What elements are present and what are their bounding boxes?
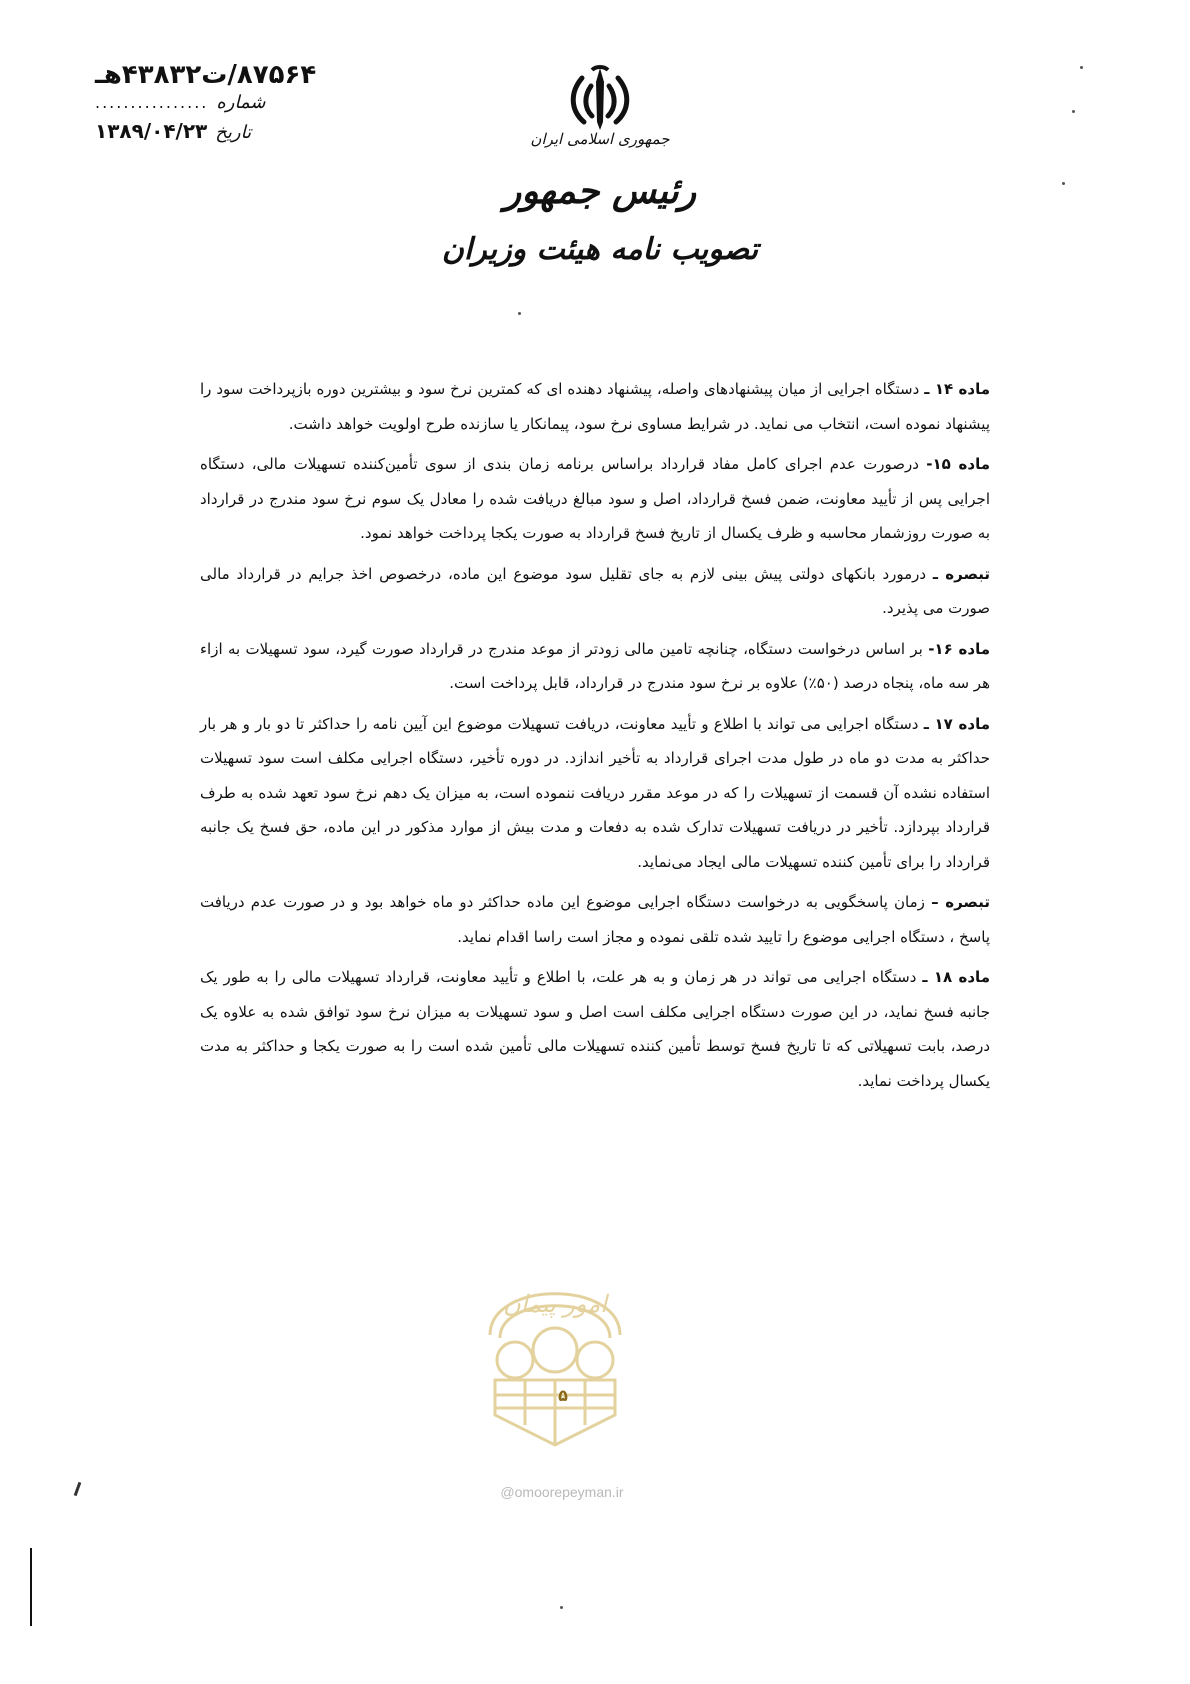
- paragraph-article-16: [200, 632, 990, 701]
- paragraph-article-14: [200, 372, 990, 441]
- paragraph-heading: تبصره –: [931, 893, 990, 911]
- scan-speck: [1062, 182, 1065, 185]
- scan-speck: [560, 1606, 563, 1609]
- paragraph-text: دستگاه اجرایی می تواند با اطلاع و تأیید معاونت، دریافت تسهیلات موضوع این آیین نامه را حداکثر تا دو بار و هر بار حداکثر به مدت دو ماه در طول مدت اجرای قرارداد به تأخیر اندازد. در دوره تأخیر، دستگاه اجرایی مکلف است سود تسهیلات استفاده نشده آن قسمت از تسهیلات را که در موعد مقرر دریافت ننموده است، به میزان یک دهم نرخ سود تعهد شده به طرف قرارداد بپردازد. تأخیر در دریافت تسهیلات تدارک شده به دفعات و مدت بیش از موارد مذکور در این ماده، حق فسخ یک جانبه قرارداد را برای تأمین کننده تسهیلات مالی ایجاد می‌نماید.: [200, 714, 990, 871]
- iran-emblem-icon: [568, 64, 632, 134]
- number-dots: ................: [95, 93, 209, 112]
- paragraph-article-17: [200, 707, 990, 880]
- reference-block: [95, 60, 365, 143]
- document-body: [200, 372, 990, 1104]
- paragraph-text: دستگاه اجرایی می تواند در هر زمان و به هر علت، با اطلاع و تأیید معاونت، قرارداد تسهیلات مالی را به طور یک جانبه فسخ نماید، در این صورت دستگاه اجرایی مکلف است اصل و سود تسهیلات به میزان نرخ سود توافق شده به علاوه یک درصد، بابت تسهیلاتی که تا تاریخ فسخ توسط تأمین کننده تسهیلات مالی تأمین شده است را به صورت یکجا و حداکثر به مدت یکسال پرداخت نماید.: [200, 968, 990, 1090]
- paragraph-heading: ماده ۱۸ ـ: [922, 968, 990, 986]
- number-label: شماره: [216, 92, 266, 113]
- number-row: [95, 60, 365, 90]
- paragraph-text: زمان پاسخگویی به درخواست دستگاه اجرایی موضوع این ماده حداکثر دو ماه خواهد بود و در صورت عدم دریافت پاسخ ، دستگاه اجرایی موضوع را تایید شده تلقی نموده و مجاز است راسا اقدام نماید.: [200, 893, 990, 946]
- paragraph-note-17: [200, 885, 990, 954]
- scan-speck: [1080, 66, 1083, 69]
- paragraph-heading: ماده ۱۷ ـ: [923, 714, 990, 733]
- paragraph-article-18: [200, 960, 990, 1098]
- scan-speck: [518, 312, 521, 315]
- watermark-logo-text: امور پیمان: [503, 1290, 607, 1318]
- website-watermark: @omoorepeyman.ir: [500, 1484, 624, 1500]
- paragraph-heading: ماده ۱۵-: [926, 455, 990, 473]
- paragraph-text: درصورت عدم اجرای کامل مفاد قرارداد براساس برنامه زمان بندی از سوی تأمین‌کننده تسهیلات مالی، دستگاه اجرایی پس از تأیید معاونت، ضمن فسخ قرارداد، اصل و سود مبالغ دریافت شده را معادل یک سوم نرخ سود مندرج در قرارداد به صورت روزشمار محاسبه و ظرف یکسال از تاریخ فسخ قرارداد به صورت یکجا پرداخت خواهد نمود.: [200, 455, 990, 542]
- approval-title: تصویب نامه هیئت وزیران: [441, 232, 759, 267]
- scan-margin-mark: [74, 1482, 82, 1496]
- scan-speck: [1072, 110, 1075, 113]
- president-title: رئیس جمهور: [503, 170, 697, 212]
- date-label: تاریخ: [215, 122, 252, 143]
- paragraph-article-15: [200, 447, 990, 551]
- scan-margin-line: [30, 1548, 32, 1626]
- watermark-logo: [470, 1240, 640, 1460]
- page-number: ۵: [558, 1386, 568, 1405]
- paragraph-heading: ماده ۱۶-: [928, 639, 990, 658]
- paragraph-text: دستگاه اجرایی از میان پیشنهادهای واصله، پیشنهاد دهنده ای که کمترین نرخ سود و بیشترین دوره بازپرداخت سود را پیشنهاد نموده است، انتخاب می نماید. در شرایط مساوی نرخ سود، پیمانکار یا سازنده طرح اولویت خواهد داشت.: [200, 380, 990, 433]
- republic-title: جمهوری اسلامی ایران: [530, 130, 670, 148]
- paragraph-text: بر اساس درخواست دستگاه، چنانچه تامین مالی زودتر از موعد مندرج در قرارداد صورت گیرد، سود تسهیلات به ازاء هر سه ماه، پنجاه درصد (۵۰٪) علاوه بر نرخ سود مندرج در قرارداد، قابل پرداخت است.: [200, 639, 990, 692]
- date-row: [95, 119, 365, 143]
- paragraph-note-15: [200, 557, 990, 626]
- letter-date: ۱۳۸۹/۰۴/۲۳: [95, 119, 208, 143]
- paragraph-heading: تبصره ـ: [932, 564, 990, 583]
- letter-number: ۸۷۵۶۴/ت۴۳۸۳۲هـ: [95, 60, 317, 90]
- paragraph-heading: ماده ۱۴ ـ: [924, 380, 991, 398]
- paragraph-text: درمورد بانکهای دولتی پیش بینی لازم به جای تقلیل سود موضوع این ماده، درخصوص اخذ جرایم در قرارداد مالی صورت می پذیرد.: [200, 564, 990, 617]
- number-label-row: [95, 92, 365, 113]
